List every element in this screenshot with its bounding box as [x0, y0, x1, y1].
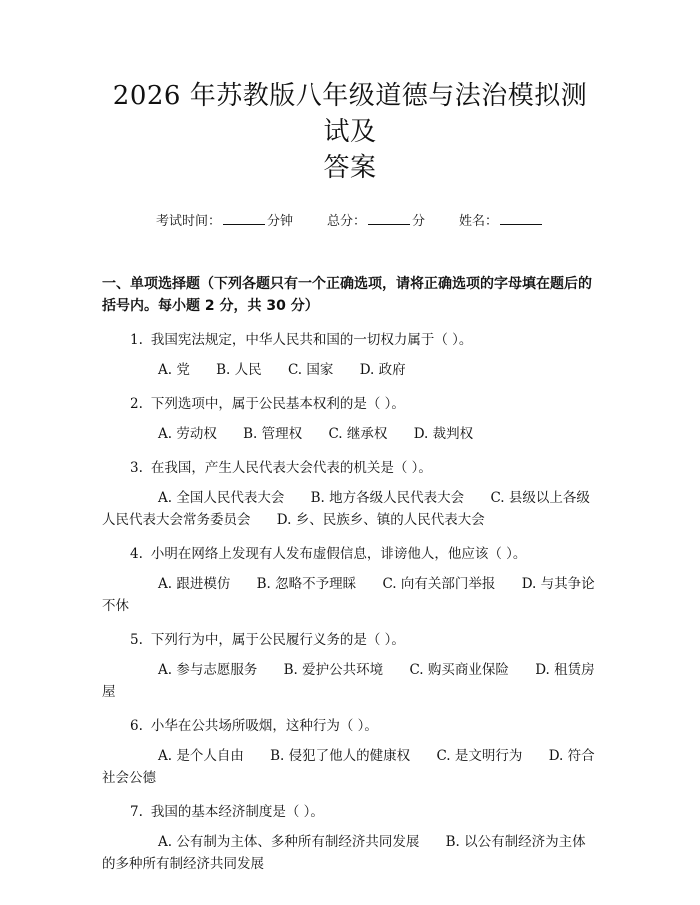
question-stem — [102, 801, 598, 823]
option-b: B. 管理权 — [243, 426, 303, 442]
exam-name-blank — [500, 211, 542, 225]
option-d: D. 符合社会公德 — [102, 748, 595, 786]
question-number: 6. — [130, 718, 143, 734]
option-a: A. 公有制为主体、多种所有制经济共同发展 — [158, 834, 420, 850]
question-number: 5. — [130, 632, 143, 648]
option-a: A. 党 — [158, 362, 190, 378]
section-heading: 一、单项选择题（下列各题只有一个正确选项，请将正确选项的字母填在题后的括号内。每小题 2 分，共 30 分） — [102, 276, 592, 314]
option-c: C. 购买商业保险 — [409, 662, 509, 678]
exam-score-blank — [368, 211, 410, 225]
question-item — [102, 801, 598, 875]
option-c: C. 是文明行为 — [436, 748, 523, 764]
option-d: D. 乡、民族乡、镇的人民代表大会 — [276, 512, 485, 528]
question-options — [102, 831, 598, 875]
question-options — [102, 359, 598, 381]
option-b: B. 地方各级人民代表大会 — [310, 490, 465, 506]
question-item — [102, 393, 598, 445]
question-stem — [102, 457, 598, 479]
question-text: 小明在网络上发现有人发布虚假信息，诽谤他人，他应该（ ）。 — [150, 546, 527, 562]
question-stem — [102, 715, 598, 737]
question-number: 2. — [130, 396, 143, 412]
exam-score-label: 总分： — [326, 214, 366, 229]
exam-score-unit: 分 — [412, 214, 426, 229]
option-d: D. 租赁房屋 — [102, 662, 595, 700]
option-a: A. 全国人民代表大会 — [158, 490, 285, 506]
question-text: 在我国，产生人民代表大会代表的机关是（ ）。 — [150, 460, 432, 476]
exam-time-label: 考试时间： — [155, 214, 221, 229]
question-stem — [102, 543, 598, 565]
question-item — [102, 715, 598, 789]
title-line-2: 答案 — [323, 153, 377, 183]
exam-time-unit: 分钟 — [266, 214, 293, 229]
question-item — [102, 329, 598, 381]
option-b: B. 侵犯了他人的健康权 — [270, 748, 411, 764]
exam-name-label: 姓名： — [459, 214, 499, 229]
question-options — [102, 659, 598, 703]
question-stem — [102, 329, 598, 351]
document-title — [102, 78, 598, 186]
option-c: C. 继承权 — [328, 426, 388, 442]
question-number: 3. — [130, 460, 143, 476]
exam-name — [459, 210, 544, 229]
option-b: B. 人民 — [216, 362, 262, 378]
option-a: A. 是个人自由 — [158, 748, 244, 764]
exam-time-blank — [223, 211, 265, 225]
title-line-1: 2026 年苏教版八年级道德与法治模拟测试及 — [112, 81, 588, 147]
question-list — [102, 329, 598, 875]
question-text: 下列选项中，属于公民基本权利的是（ ）。 — [150, 396, 405, 412]
question-options — [102, 573, 598, 617]
question-stem — [102, 629, 598, 651]
option-c: C. 县级以上各级人民代表大会常务委员会 — [102, 490, 590, 528]
option-d: D. 政府 — [359, 362, 406, 378]
question-options — [102, 423, 598, 445]
question-stem — [102, 393, 598, 415]
option-a: A. 跟进模仿 — [158, 576, 231, 592]
exam-info — [102, 210, 598, 229]
option-c: C. 向有关部门举报 — [382, 576, 496, 592]
question-options — [102, 745, 598, 789]
option-b: B. 忽略不予理睬 — [256, 576, 357, 592]
option-a: A. 劳动权 — [158, 426, 217, 442]
exam-time — [156, 210, 293, 229]
question-item — [102, 543, 598, 617]
question-options — [102, 487, 598, 531]
question-text: 下列行为中，属于公民履行义务的是（ ）。 — [150, 632, 405, 648]
option-b: B. 以公有制经济为主体的多种所有制经济共同发展 — [102, 834, 586, 872]
question-number: 7. — [130, 804, 143, 820]
exam-score — [327, 210, 425, 229]
option-b: B. 爱护公共环境 — [283, 662, 384, 678]
question-number: 4. — [130, 546, 143, 562]
question-number: 1. — [130, 332, 143, 348]
option-c: C. 国家 — [287, 362, 334, 378]
question-text: 我国的基本经济制度是（ ）。 — [150, 804, 324, 820]
question-item — [102, 457, 598, 531]
question-item — [102, 629, 598, 703]
option-d: D. 与其争论不休 — [102, 576, 595, 614]
question-text: 我国宪法规定，中华人民共和国的一切权力属于（ ）。 — [150, 332, 473, 348]
question-text: 小华在公共场所吸烟，这种行为（ ）。 — [150, 718, 378, 734]
option-d: D. 裁判权 — [413, 426, 474, 442]
option-a: A. 参与志愿服务 — [158, 662, 258, 678]
